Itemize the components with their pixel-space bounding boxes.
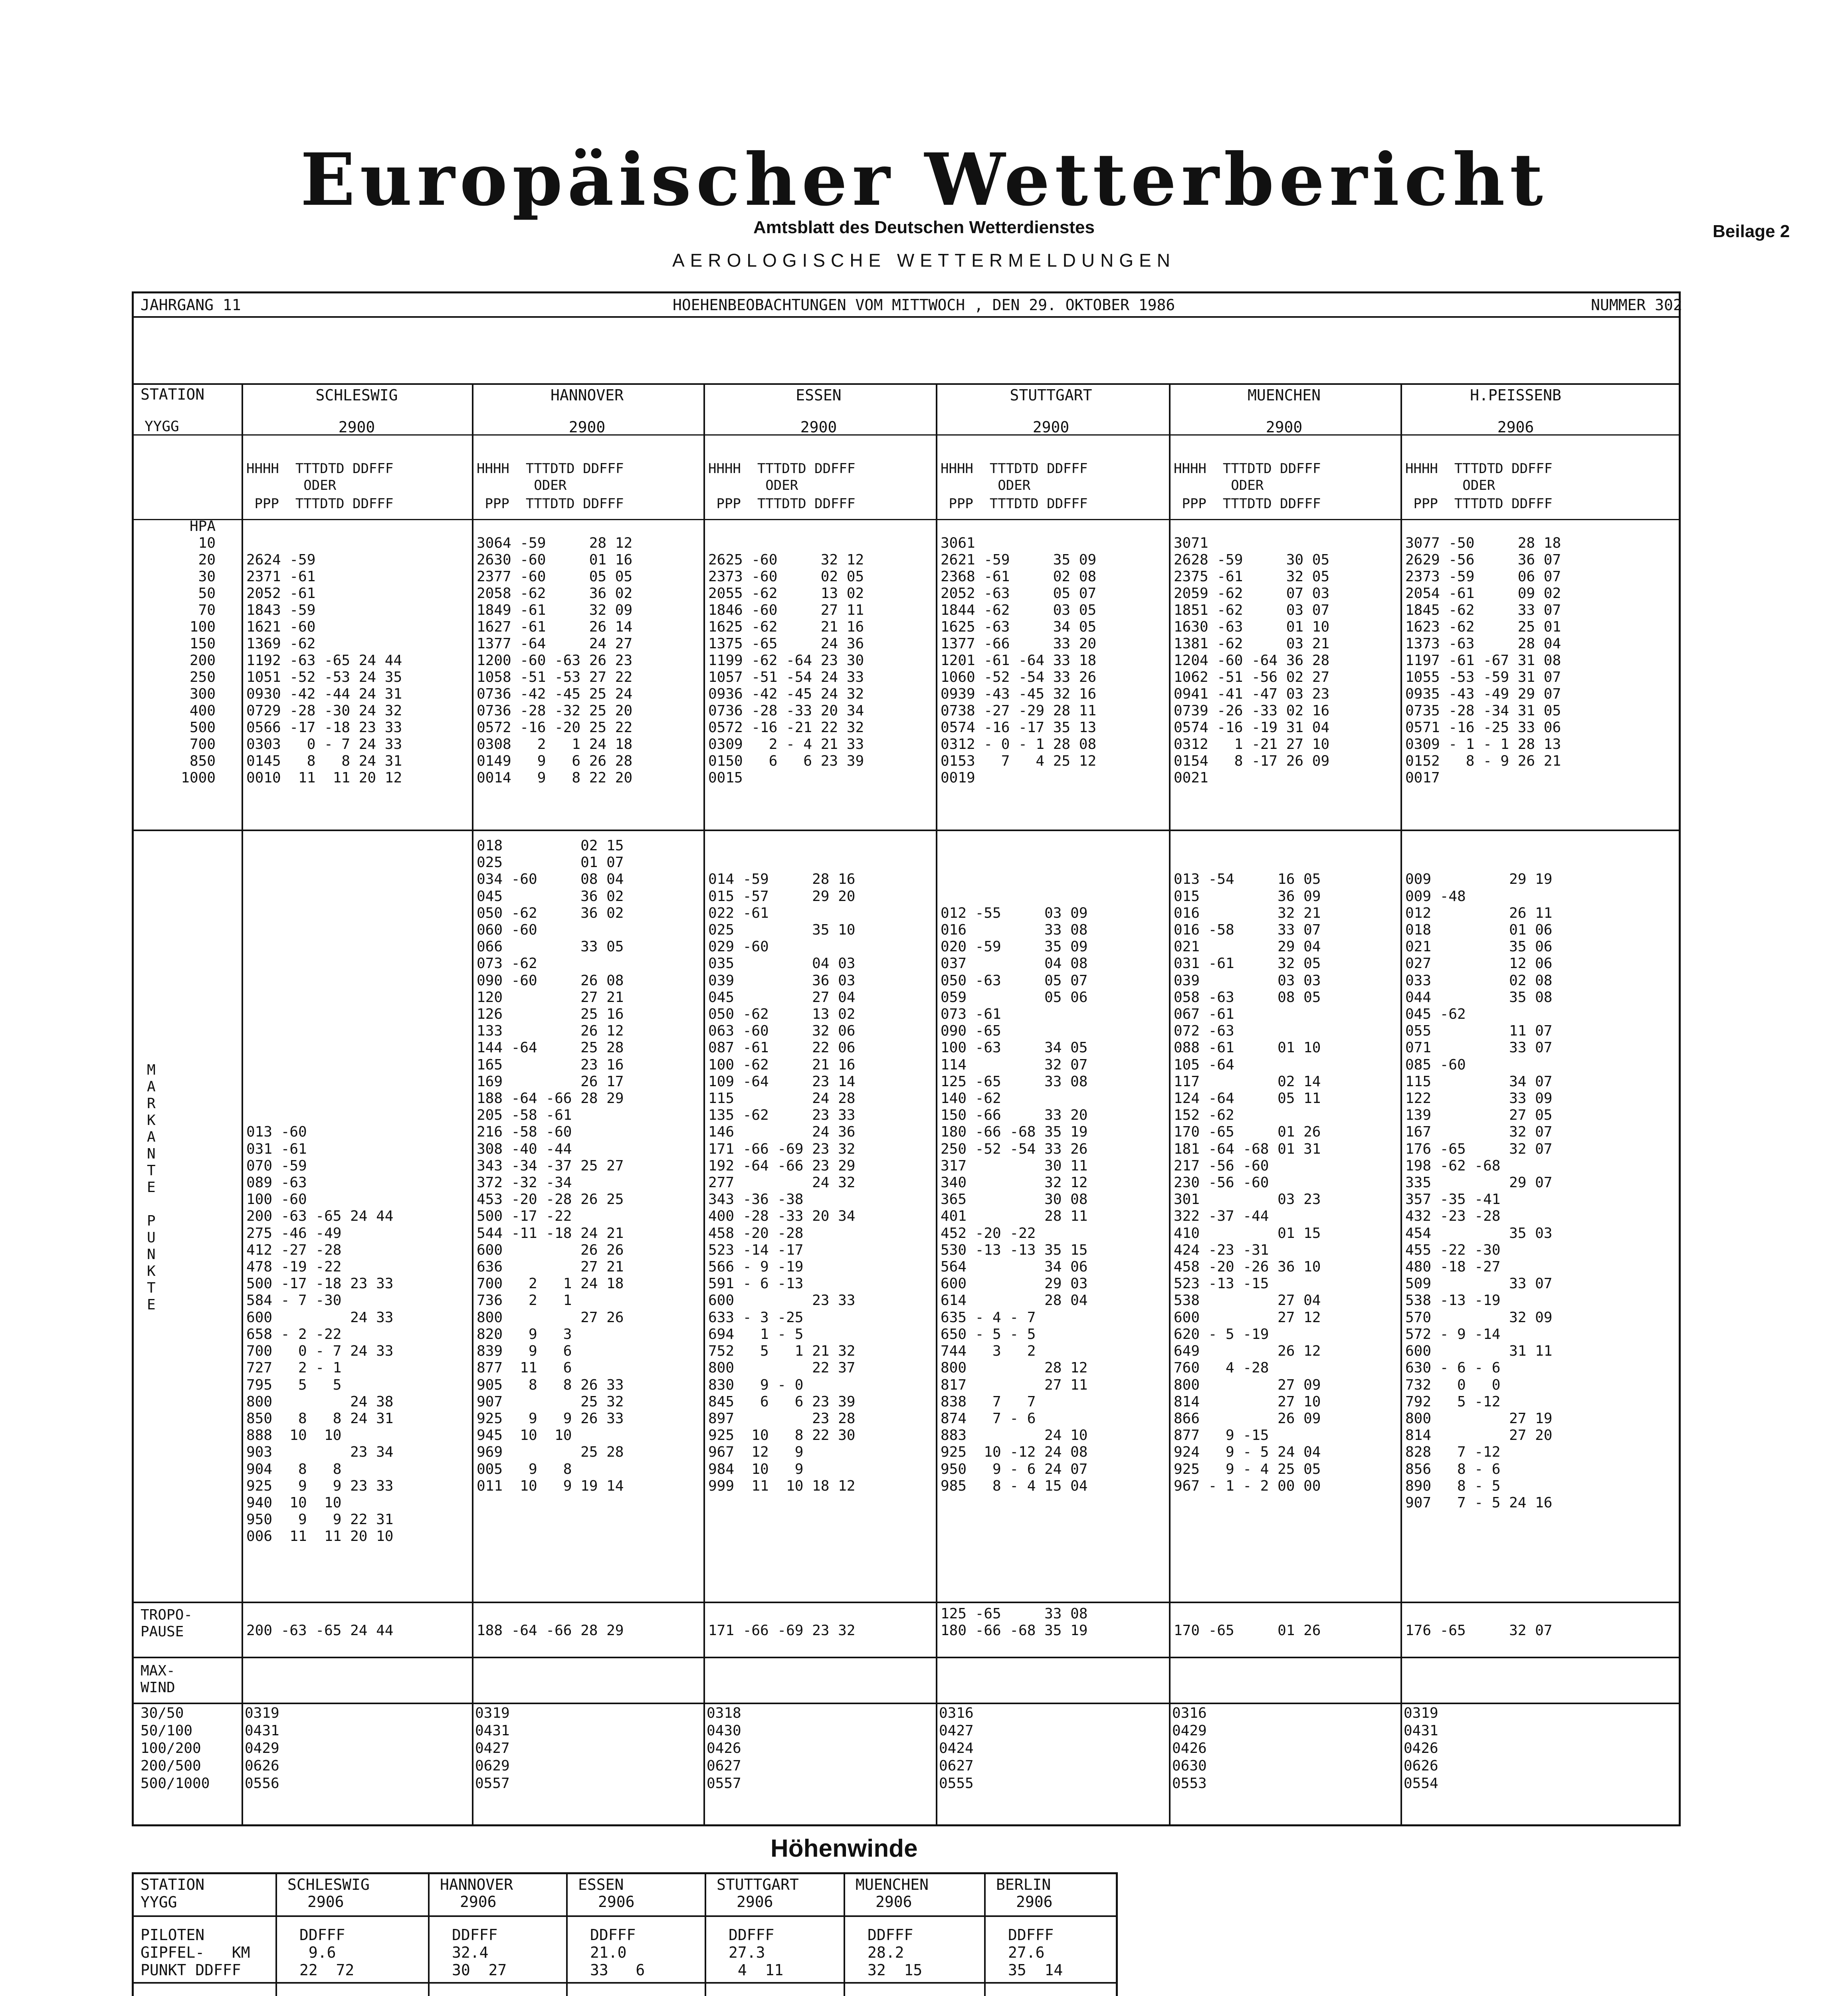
significant-points: 009 29 19 009 -48 012 26 11 018 01 06 021 35 06 027 12 06 033 02 08 044 35 08 045 -62 055 11 07 071 33 07 085 -60 115 34 07 122 33 09 139 27 05 167 32 07 176 -65 32 07 198 -62 -68 335 29 07 357 -35 -41 432 -23 -28 454 35 03 455 -22 -30 480 -18 -27 509 33 07 538 -13 -19 570 32 09 572 - 9 -14 600 31 11 630 - 6 - 6 732 0 0 792 5 -12 800 27 19 814 27 20 828 7 -12 856 8 - 6 890 8 - 5 907 7 - 5 24 16: [1405, 871, 1553, 1511]
maxwind-values: 0316 0429 0426 0630 0553: [1172, 1705, 1207, 1792]
tropopause-values: 188 -64 -66 28 29: [477, 1622, 624, 1639]
hw-station-yygg: 2906: [460, 1893, 497, 1911]
hw-station-yygg: 2906: [875, 1893, 912, 1911]
standard-levels: 3061 2621 -59 35 09 2368 -61 02 08 2052 -63 05 07 1844 -62 03 05 1625 -63 34 05 1377 -66 33 20 1201 -61 -64 33 18 1060 -52 -54 33 26 0939 -43 -45 32 16 0738 -27 -29 28 11 0574 -16 -17 35 13 0312 - 0 - 1 28 08 0153 7 4 25 12 0019: [941, 535, 1097, 786]
col-header-2: ODER: [246, 477, 337, 493]
hw-piloten: DDFFF 27.3 4 11: [729, 1926, 784, 1979]
station-name: ESSEN: [796, 386, 842, 404]
tropopause-values: 171 -66 -69 23 32: [708, 1622, 856, 1639]
col-header-3: PPP TTTDTD DDFFF: [1174, 496, 1321, 512]
hw-piloten: DDFFF 27.6 35 14: [1008, 1926, 1063, 1979]
significant-points: 012 -55 03 09 016 33 08 020 -59 35 09 037 04 08 050 -63 05 07 059 05 06 073 -61 090 -65 100 -63 34 05 114 32 07 125 -65 33 08 140 -62 150 -66 33 20 180 -66 -68 35 19 250 -52 -54 33 26 317 30 11 340 32 12 365 30 08 401 28 11 452 -20 -22 530 -13 -13 35 15 564 34 06 600 29 03 614 28 04 635 - 4 - 7 650 - 5 - 5 744 3 2 800 28 12 817 27 11 838 7 7 874 7 - 6 883 24 10 925 10 -12 24 08 950 9 - 6 24 07 985 8 - 4 15 04: [941, 905, 1088, 1494]
station-name: SCHLESWIG: [315, 386, 398, 404]
title: Europäischer Wetterbericht: [300, 138, 1548, 222]
standard-levels: 2625 -60 32 12 2373 -60 02 05 2055 -62 13 02 1846 -60 27 11 1625 -62 21 16 1375 -65 24 36 1199 -62 -64 23 30 1057 -51 -54 24 33 0936 -42 -45 24 32 0736 -28 -33 20 34 0572 -16 -21 22 32 0309 2 - 4 21 33 0150 6 6 23 39 0015: [708, 552, 864, 786]
col-header-3: PPP TTTDTD DDFFF: [708, 496, 856, 512]
standard-levels: 3064 -59 28 12 2630 -60 01 16 2377 -60 05 05 2058 -62 36 02 1849 -61 32 09 1627 -61 26 14 1377 -64 24 27 1200 -60 -63 26 23 1058 -51 -53 27 22 0736 -42 -45 25 24 0736 -28 -32 25 20 0572 -16 -20 25 22 0308 2 1 24 18 0149 9 6 26 28 0014 9 8 22 20: [477, 535, 633, 786]
col-header-1: HHHH TTTDTD DDFFF: [1405, 461, 1553, 477]
hw-station-yygg: 2906: [307, 1893, 344, 1911]
significant-points: 018 02 15 025 01 07 034 -60 08 04 045 36 02 050 -62 36 02 060 -60 066 33 05 073 -62 090 -60 26 08 120 27 21 126 25 16 133 26 12 144 -64 25 28 165 23 16 169 26 17 188 -64 -66 28 29 205 -58 -61 216 -58 -60 308 -40 -44 343 -34 -37 25 27 372 -32 -34 453 -20 -28 26 25 500 -17 -22 544 -11 -18 24 21 600 26 26 636 27 21 700 2 1 24 18 736 2 1 800 27 26 820 9 3 839 9 6 877 11 6 905 8 8 26 33 907 25 32 925 9 9 26 33 945 10 10 969 25 28 005 9 8 011 10 9 19 14: [477, 838, 624, 1494]
jahrgang: JAHRGANG 11: [141, 296, 241, 314]
col-header-2: ODER: [1174, 477, 1264, 493]
standard-levels: 3071 2628 -59 30 05 2375 -61 32 05 2059 -62 07 03 1851 -62 03 07 1630 -63 01 10 1381 -62 03 21 1204 -60 -64 36 28 1062 -51 -56 02 27 0941 -41 -47 03 23 0739 -26 -33 02 16 0574 -16 -19 31 04 0312 1 -21 27 10 0154 8 -17 26 09 0021: [1174, 535, 1330, 786]
hw-station-name: STUTTGART: [717, 1876, 799, 1893]
maxwind-values: 0319 0431 0427 0629 0557: [475, 1705, 510, 1792]
significant-points: 013 -54 16 05 015 36 09 016 32 21 016 -58 33 07 021 29 04 031 -61 32 05 039 03 03 058 -63 08 05 067 -61 072 -63 088 -61 01 10 105 -64 117 02 14 124 -64 05 11 152 -62 170 -65 01 26 181 -64 -68 01 31 217 -56 -60 230 -56 -60 301 03 23 322 -37 -44 410 01 15 424 -23 -31 458 -20 -26 36 10 523 -13 -15 538 27 04 600 27 12 620 - 5 -19 649 26 12 760 4 -28 800 27 09 814 27 10 866 26 09 877 9 -15 924 9 - 5 24 04 925 9 - 4 25 05 967 - 1 - 2 00 00: [1174, 871, 1321, 1494]
hw-station-name: HANNOVER: [440, 1876, 513, 1893]
hw-piloten-label: PILOTEN GIPFEL- KM PUNKT DDFFF: [141, 1926, 250, 1979]
hw-piloten: DDFFF 21.0 33 6: [590, 1926, 645, 1979]
hoehenwinde-title: Höhenwinde: [770, 1835, 918, 1862]
markante-punkte-label: M A R K A N T E P U N K T E: [147, 1062, 156, 1313]
tropopause-values: 176 -65 32 07: [1405, 1622, 1553, 1639]
station-yygg: 2906: [1497, 418, 1534, 436]
col-header-2: ODER: [708, 477, 798, 493]
hw-piloten: DDFFF 28.2 32 15: [868, 1926, 923, 1979]
issue-number: NUMMER 302: [1591, 296, 1682, 314]
standard-levels: 2624 -59 2371 -61 2052 -61 1843 -59 1621 -60 1369 -62 1192 -63 -65 24 44 1051 -52 -53 24 35 0930 -42 -44 24 31 0729 -28 -30 24 32 0566 -17 -18 23 33 0303 0 - 7 24 33 0145 8 8 24 31 0010 11 11 20 12: [246, 552, 402, 786]
tropopause-values: 170 -65 01 26: [1174, 1622, 1321, 1639]
station-yygg: 2900: [1032, 418, 1070, 436]
hw-piloten: DDFFF 32.4 30 27: [452, 1926, 507, 1979]
tropopause-label: TROPO- PAUSE: [141, 1607, 193, 1640]
wind-layers: 30/50 50/100 100/200 200/500 500/1000: [141, 1705, 210, 1792]
hw-station-yygg: 2906: [598, 1893, 635, 1911]
col-header-1: HHHH TTTDTD DDFFF: [708, 461, 856, 477]
col-header-2: ODER: [1405, 477, 1495, 493]
col-header-3: PPP TTTDTD DDFFF: [1405, 496, 1553, 512]
hw-station-name: SCHLESWIG: [287, 1876, 370, 1893]
hw-station-yygg: 2906: [1016, 1893, 1053, 1911]
hw-station-name: MUENCHEN: [856, 1876, 929, 1893]
col-header-1: HHHH TTTDTD DDFFF: [941, 461, 1088, 477]
beilage-label: Beilage 2: [1713, 222, 1790, 241]
col-header-3: PPP TTTDTD DDFFF: [941, 496, 1088, 512]
col-header-2: ODER: [477, 477, 567, 493]
significant-points: 014 -59 28 16 015 -57 29 20 022 -61 025 35 10 029 -60 035 04 03 039 36 03 045 27 04 050 -62 13 02 063 -60 32 06 087 -61 22 06 100 -62 21 16 109 -64 23 14 115 24 28 135 -62 23 33 146 24 36 171 -66 -69 23 32 192 -64 -66 23 29 277 24 32 343 -36 -38 400 -28 -33 20 34 458 -20 -28 523 -14 -17 566 - 9 -19 591 - 6 -13 600 23 33 633 - 3 -25 694 1 - 5 752 5 1 21 32 800 22 37 830 9 - 0 845 6 6 23 39 897 23 28 925 10 8 22 30 967 12 9 984 10 9 999 11 10 18 12: [708, 871, 856, 1494]
maxwind-values: 0318 0430 0426 0627 0557: [707, 1705, 741, 1792]
hw-piloten: DDFFF 9.6 22 72: [299, 1926, 355, 1979]
station-yygg: 2900: [1266, 418, 1303, 436]
col-header-1: HHHH TTTDTD DDFFF: [477, 461, 624, 477]
maxwind-values: 0319 0431 0426 0626 0554: [1404, 1705, 1438, 1792]
col-header-1: HHHH TTTDTD DDFFF: [1174, 461, 1321, 477]
maxwind-values: 0319 0431 0429 0626 0556: [245, 1705, 279, 1792]
col-header-3: PPP TTTDTD DDFFF: [246, 496, 394, 512]
hw-station-label: STATION YYGG: [141, 1876, 205, 1911]
station-yygg: 2900: [568, 418, 606, 436]
station-name: MUENCHEN: [1247, 386, 1321, 404]
station-name: H.PEISSENB: [1470, 386, 1561, 404]
subtitle: Amtsblatt des Deutschen Wetterdienstes: [753, 218, 1095, 237]
section-heading: AEROLOGISCHE WETTERMELDUNGEN: [672, 250, 1176, 271]
hw-station-name: ESSEN: [578, 1876, 624, 1893]
observation-date: HOEHENBEOBACHTUNGEN VOM MITTWOCH , DEN 29. OKTOBER 1986: [673, 296, 1175, 314]
station-label: STATION: [141, 386, 205, 403]
station-name: HANNOVER: [550, 386, 624, 404]
tropopause-values: 125 -65 33 08 180 -66 -68 35 19: [941, 1606, 1088, 1639]
col-header-2: ODER: [941, 477, 1031, 493]
station-yygg: 2900: [800, 418, 837, 436]
col-header-3: PPP TTTDTD DDFFF: [477, 496, 624, 512]
yygg-label: YYGG: [145, 418, 179, 435]
maxwind-values: 0316 0427 0424 0627 0555: [939, 1705, 974, 1792]
maxwind-label: MAX- WIND: [141, 1663, 175, 1696]
station-name: STUTTGART: [1010, 386, 1092, 404]
hw-station-yygg: 2906: [737, 1893, 773, 1911]
hw-station-name: BERLIN: [996, 1876, 1051, 1893]
tropopause-values: 200 -63 -65 24 44: [246, 1622, 394, 1639]
significant-points: 013 -60 031 -61 070 -59 089 -63 100 -60 200 -63 -65 24 44 275 -46 -49 412 -27 -28 478 -19 -22 500 -17 -18 23 33 584 - 7 -30 600 24 33 658 - 2 -22 700 0 - 7 24 33 727 2 - 1 795 5 5 800 24 38 850 8 8 24 31 888 10 10 903 23 34 904 8 8 925 9 9 23 33 940 10 10 950 9 9 22 31 006 11 11 20 10: [246, 1124, 394, 1545]
station-yygg: 2900: [338, 418, 375, 436]
pressure-levels: HPA 10 20 30 50 70 100 150 200 250 300 400 500 700 850 1000: [181, 518, 216, 786]
col-header-1: HHHH TTTDTD DDFFF: [246, 461, 394, 477]
standard-levels: 3077 -50 28 18 2629 -56 36 07 2373 -59 06 07 2054 -61 09 02 1845 -62 33 07 1623 -62 25 01 1373 -63 28 04 1197 -61 -67 31 08 1055 -53 -59 31 07 0935 -43 -49 29 07 0735 -28 -34 31 05 0571 -16 -25 33 06 0309 - 1 - 1 28 13 0152 8 - 9 26 21 0017: [1405, 535, 1561, 786]
